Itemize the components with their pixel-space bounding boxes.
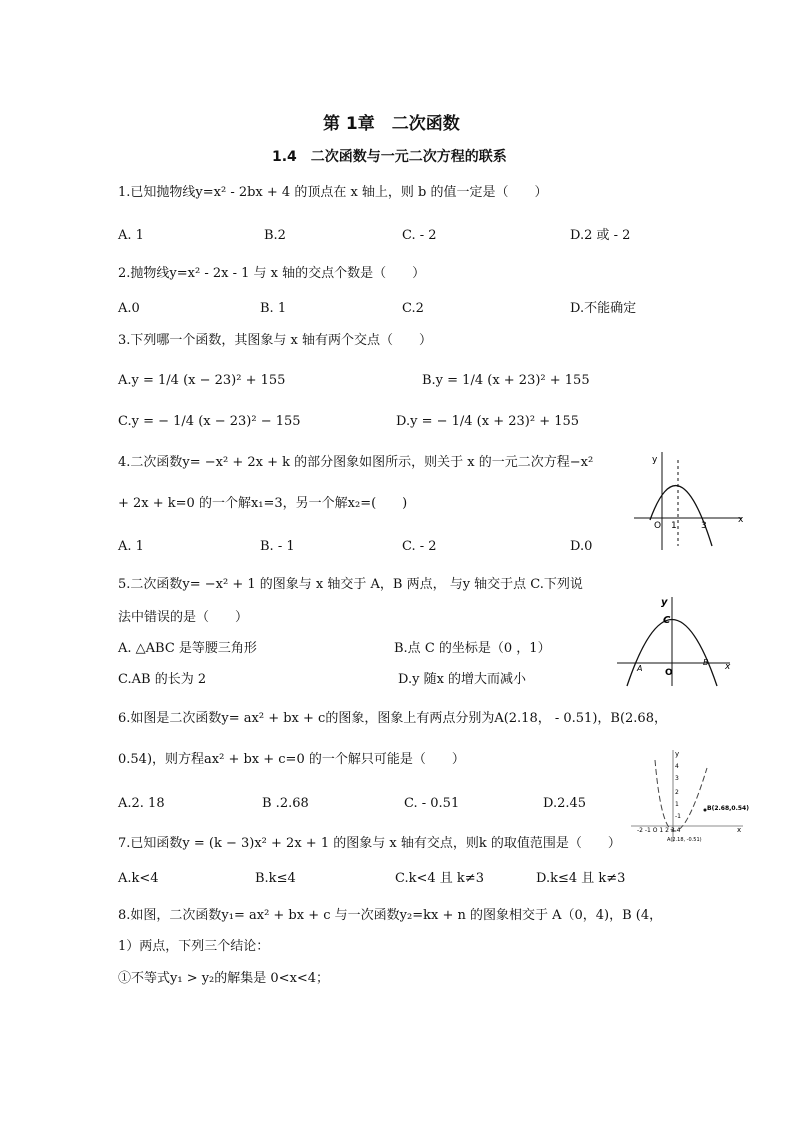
q2-option-c: C.2 [402,301,424,316]
q4-parabola-curve [650,486,712,546]
q6-tick-1: 1 [675,801,679,808]
q2-option-b: B. 1 [260,301,287,316]
q7-option-d: D.k≤4 且 k≠3 [536,871,626,886]
q4-tick-1: 1 [671,521,677,531]
q4-stem-line1: 4.二次函数y= −x² + 2x + k 的部分图象如图所示，则关于 x 的一元二次方程−x² [118,455,594,470]
q7-option-a: A.k<4 [118,871,159,886]
q1-option-b: B.2 [264,228,286,243]
q3-option-a: A.y = 1/4 (x − 23)² + 155 [118,373,286,388]
q1-option-a: A. 1 [118,228,144,243]
q6-parabola-graph [627,748,752,843]
q4-option-c: C. - 2 [402,539,437,554]
q2-option-d: D.不能确定 [570,301,637,316]
section-title: 1.4 二次函数与一元二次方程的联系 [272,149,507,165]
q7-option-c: C.k<4 且 k≠3 [395,871,484,886]
q6-option-a: A.2. 18 [118,796,165,811]
q4-y-label: y [652,455,658,465]
q6-x-label: x [737,826,742,834]
q6-stem-line1: 6.如图是二次函数y= ax² + bx + c的图象，图象上有两点分别为A(2.18， - 0.51)，B(2.68， [118,711,667,726]
q6-stem-line2: 0.54)，则方程ax² + bx + c=0 的一个解只可能是（ ） [118,752,465,767]
q5-y-label: y [661,597,668,608]
q6-option-b: B .2.68 [262,796,309,811]
q4-option-a: A. 1 [118,539,144,554]
q6-option-d: D.2.45 [543,796,587,811]
q5-parabola-graph [615,593,740,688]
q4-x-label: x [738,515,744,525]
q5-origin-label: O [665,668,673,678]
q4-stem-line2: + 2x + k=0 的一个解x₁=3，另一个解x₂=( ) [118,496,408,511]
q5-option-d: D.y 随x 的增大而减小 [398,672,527,687]
q1-option-d: D.2 或 - 2 [570,228,631,243]
q4-option-d: D.0 [570,539,593,554]
q5-stem-line1: 5.二次函数y= −x² + 1 的图象与 x 轴交于 A，B 两点， 与y 轴交于点 C.下列说 [118,577,583,592]
q6-tick-4: 4 [675,763,679,770]
q4-parabola-graph [632,450,752,550]
q6-point-b-label: B(2.68,0.54) [707,805,749,812]
q6-x-ticks: -2 -1 O 1 2 3 4 [637,827,681,834]
q6-tick-neg1: -1 [675,813,681,820]
q5-c-label: C [663,615,671,626]
q5-option-b: B.点 C 的坐标是（0 ，1） [394,641,551,656]
q3-stem: 3.下列哪一个函数，其图象与 x 轴有两个交点（ ） [118,333,432,348]
q8-stem-line2: 1）两点，下列三个结论： [118,939,270,954]
q1-stem: 1.已知抛物线y=x² - 2bx + 4 的顶点在 x 轴上，则 b 的值一定是（ ） [118,185,548,200]
q5-b-label: B [703,658,709,667]
q8-stem-line1: 8.如图，二次函数y₁= ax² + bx + c 与一次函数y₂=kx + n 的图象相交于 A（0，4)，B (4， [118,908,663,923]
q7-option-b: B.k≤4 [255,871,296,886]
q5-stem-line2: 法中错误的是（ ） [118,610,249,625]
q6-option-c: C. - 0.51 [404,796,460,811]
q7-stem: 7.已知函数y = (k − 3)x² + 2x + 1 的图象与 x 轴有交点，则k 的取值范围是（ ） [118,836,621,851]
q6-parabola-curve [655,760,707,831]
q6-tick-3: 3 [675,775,679,782]
chapter-title: 第 1章 二次函数 [323,114,460,134]
q6-point-a-label: A(2.18, -0.51) [667,837,702,843]
q8-stem-line3: ①不等式y₁ > y₂的解集是 0<x<4； [118,971,330,986]
q3-option-d: D.y = − 1/4 (x + 23)² + 155 [396,414,580,429]
q2-stem: 2.抛物线y=x² - 2x - 1 与 x 轴的交点个数是（ ） [118,266,426,281]
q6-tick-2: 2 [675,789,679,796]
q5-x-label: x [725,662,731,672]
q5-option-c: C.AB 的长为 2 [118,672,207,687]
q4-origin-label: O [654,521,662,531]
q2-option-a: A.0 [118,301,140,316]
q4-option-b: B. - 1 [260,539,295,554]
q4-tick-3: 3 [701,521,707,531]
q5-option-a: A. △ABC 是等腰三角形 [118,641,257,656]
q6-y-label: y [675,750,680,758]
q1-option-c: C. - 2 [402,228,437,243]
q5-a-label: A [637,664,643,673]
q3-option-b: B.y = 1/4 (x + 23)² + 155 [422,373,590,388]
q3-option-c: C.y = − 1/4 (x − 23)² − 155 [118,414,301,429]
